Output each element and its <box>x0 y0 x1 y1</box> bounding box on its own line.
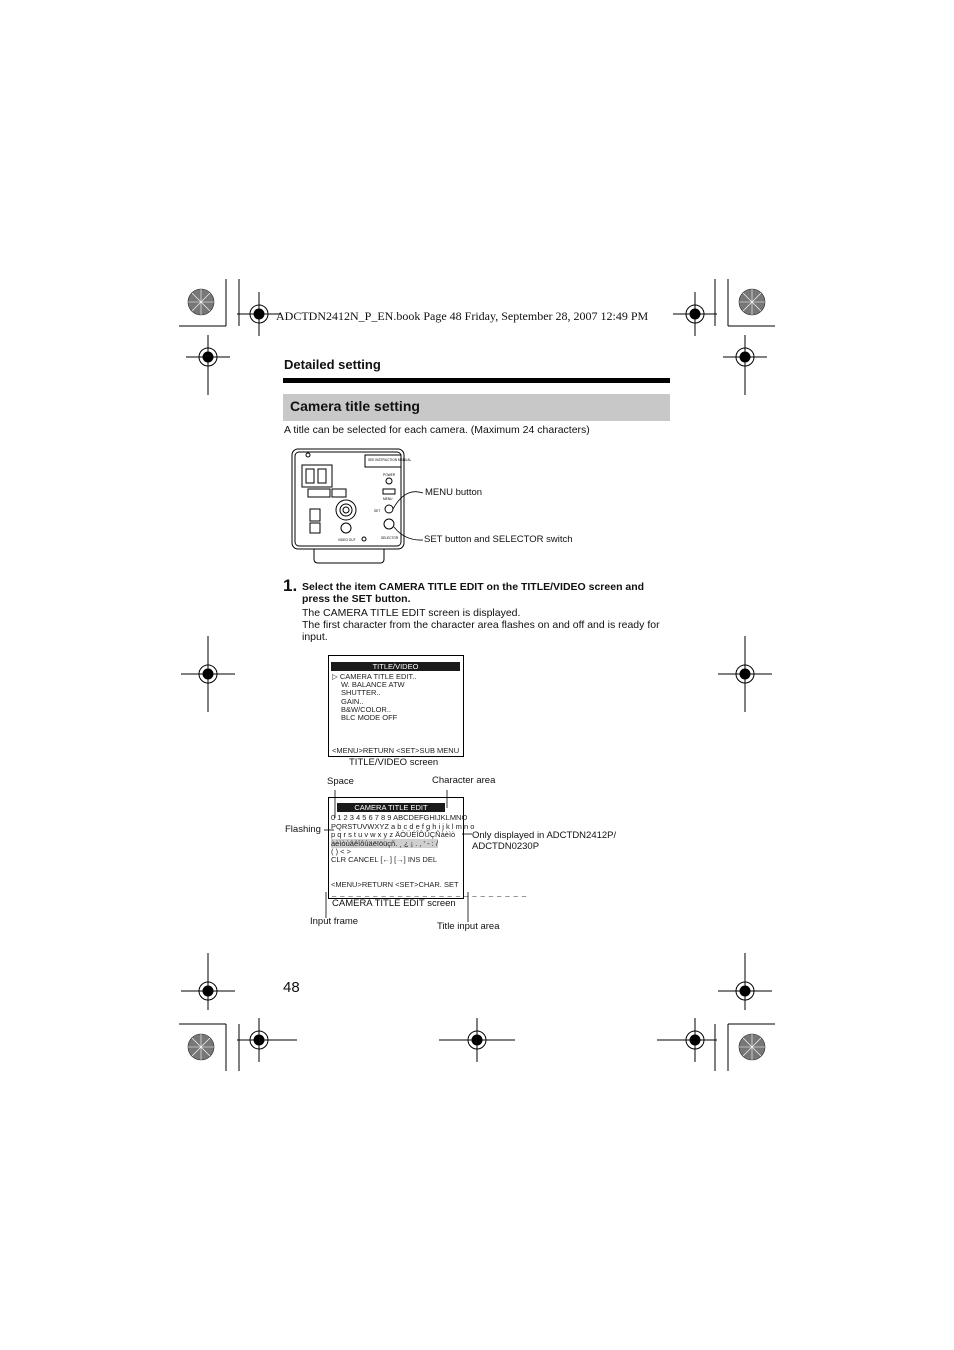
char-row-3: p q r s t u v w x y z ÄÖÜÉÎÔÛÇÑàèìò <box>331 830 456 839</box>
title-edit-screen-footer: <MENU>RETURN <SET>CHAR. SET <box>331 880 459 889</box>
step-number: 1. <box>283 576 298 595</box>
heading-bar <box>283 394 670 421</box>
intro-text: A title can be selected for each camera. (Maximum 24 characters) <box>284 424 590 436</box>
char-row-1: 0 1 2 3 4 5 6 7 8 9 ABCDEFGHIJKLMNO <box>331 813 468 822</box>
callout-flashing: Flashing <box>285 824 321 835</box>
step-instruction: Select the item CAMERA TITLE EDIT on the TITLE/VIDEO screen and press the SET button. <box>302 581 645 605</box>
page-number: 48 <box>283 979 300 996</box>
callout-title-input-area: Title input area <box>437 921 500 932</box>
title-video-screen-footer: <MENU>RETURN <SET>SUB MENU <box>332 746 460 755</box>
title-edit-screen-bar: CAMERA TITLE EDIT <box>337 803 445 812</box>
callout-set-button: SET button and SELECTOR switch <box>424 534 573 545</box>
char-row-5: ( ) < > <box>331 847 352 856</box>
section-rule <box>283 378 670 383</box>
step-result-2: The first character from the character area flashes on and off and is ready for input. <box>302 619 660 643</box>
title-video-screen <box>328 655 464 757</box>
char-row-2: PQRSTUVWXYZ a b c d e f g h i j k l m n o <box>331 822 475 831</box>
menu-row-bw-color: B&W/COLOR.. <box>341 705 392 714</box>
title-input-area: _ _ _ _ _ _ _ _ _ _ _ _ _ _ _ _ _ _ _ _ _ _ _ _ <box>332 888 528 897</box>
title-video-screen-bar: TITLE/VIDEO <box>331 662 460 671</box>
set-label: SET <box>374 509 381 513</box>
callout-only-displayed: Only displayed in ADCTDN2412P/ ADCTDN0230P <box>472 830 617 852</box>
menu-row-blc-mode: BLC MODE OFF <box>341 713 398 722</box>
callout-input-frame: Input frame <box>310 916 359 927</box>
power-label: POWER <box>383 473 396 477</box>
char-row-4: àèìòùâêîôûäëïöüçñ. ¸ ¿ ¡ . , ' - : / <box>331 839 438 848</box>
menu-row-camera-title-edit: ▷ CAMERA TITLE EDIT.. <box>332 672 417 681</box>
camera-rear-panel-illustration <box>290 447 483 567</box>
page-heading: Camera title setting <box>290 398 420 414</box>
menu-label: MENU <box>383 497 393 501</box>
step-result-1: The CAMERA TITLE EDIT screen is displayed. <box>302 607 521 619</box>
manual-label: SEE INSTRUCTION MANUAL <box>368 458 412 462</box>
callout-menu-button: MENU button <box>425 487 483 498</box>
callout-character-area: Character area <box>432 775 496 786</box>
menu-row-white-balance: W. BALANCE ATW <box>341 680 405 689</box>
title-video-screen-caption: TITLE/VIDEO screen <box>349 757 439 768</box>
selector-label: SELECTOR <box>381 536 399 540</box>
print-header-line: ADCTDN2412N_P_EN.book Page 48 Friday, September 28, 2007 12:49 PM <box>276 309 649 323</box>
section-label: Detailed setting <box>284 357 381 372</box>
title-edit-screen-caption: CAMERA TITLE EDIT screen <box>332 898 456 909</box>
menu-row-shutter: SHUTTER.. <box>341 688 381 697</box>
callout-space: Space <box>327 776 354 787</box>
menu-row-gain: GAIN.. <box>341 697 364 706</box>
edit-commands-row: CLR CANCEL [←] [→] INS DEL <box>331 855 437 864</box>
video-out-label: VIDEO OUT <box>338 538 356 542</box>
